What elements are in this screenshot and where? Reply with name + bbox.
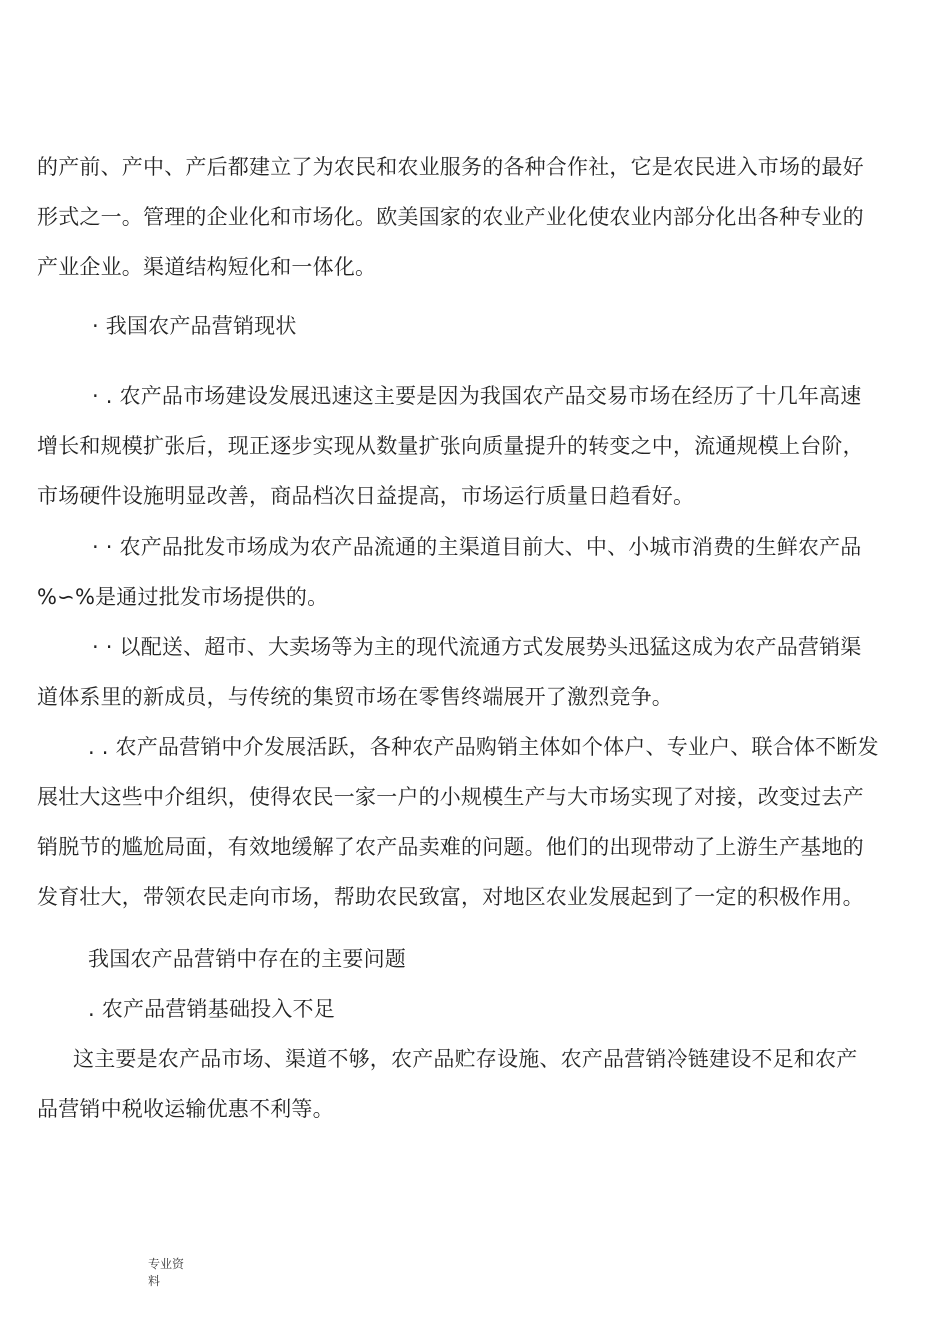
body-text-line: %∽%是通过批发市场提供的。 — [37, 585, 329, 609]
body-text-line: 市场硬件设施明显改善，商品档次日益提高，市场运行质量日趋看好。 — [37, 484, 695, 508]
body-text-line: · . 农产品市场建设发展迅速这主要是因为我国农产品交易市场在经历了十几年高速 — [92, 384, 862, 408]
body-text-line: . . 农产品营销中介发展活跃，各种农产品购销主体如个体户、专业户、联合体不断发 — [88, 735, 879, 759]
body-text-line: 形式之一。管理的企业化和市场化。欧美国家的农业产业化使农业内部分化出各种专业的 — [37, 205, 864, 229]
body-text-line: 产业企业。渠道结构短化和一体化。 — [37, 255, 377, 279]
body-text-line: 的产前、产中、产后都建立了为农民和农业服务的各种合作社，它是农民进入市场的最好 — [37, 155, 864, 179]
body-text-line: · · 农产品批发市场成为农产品流通的主渠道目前大、中、小城市消费的生鲜农产品 — [92, 535, 862, 559]
body-text-line: 道体系里的新成员，与传统的集贸市场在零售终端展开了激烈竞争。 — [37, 685, 673, 709]
body-text-line: · · 以配送、超市、大卖场等为主的现代流通方式发展势头迅猛这成为农产品营销渠 — [92, 635, 862, 659]
page-footer — [148, 1256, 184, 1290]
body-text-line: 销脱节的尴尬局面，有效地缓解了农产品卖难的问题。他们的出现带动了上游生产基地的 — [37, 835, 864, 859]
body-text-line: 增长和规模扩张后，现正逐步实现从数量扩张向质量提升的转变之中，流通规模上台阶， — [37, 434, 864, 458]
body-text-line: 展壮大这些中介组织，使得农民一家一户的小规模生产与大市场实现了对接，改变过去产 — [37, 785, 864, 809]
section-heading: · 我国农产品营销现状 — [92, 314, 297, 338]
body-text-line: 发育壮大，带领农民走向市场，帮助农民致富，对地区农业发展起到了一定的积极作用。 — [37, 885, 864, 909]
subsection-heading: . 农产品营销基础投入不足 — [88, 997, 335, 1021]
footer-line: 料 — [148, 1274, 161, 1288]
body-text-line: 这主要是农产品市场、渠道不够，农产品贮存设施、农产品营销冷链建设不足和农产 — [73, 1047, 858, 1071]
section-heading: 我国农产品营销中存在的主要问题 — [88, 947, 406, 971]
body-text-line: 品营销中税收运输优惠不利等。 — [37, 1097, 334, 1121]
footer-line: 专业资 — [148, 1257, 185, 1271]
